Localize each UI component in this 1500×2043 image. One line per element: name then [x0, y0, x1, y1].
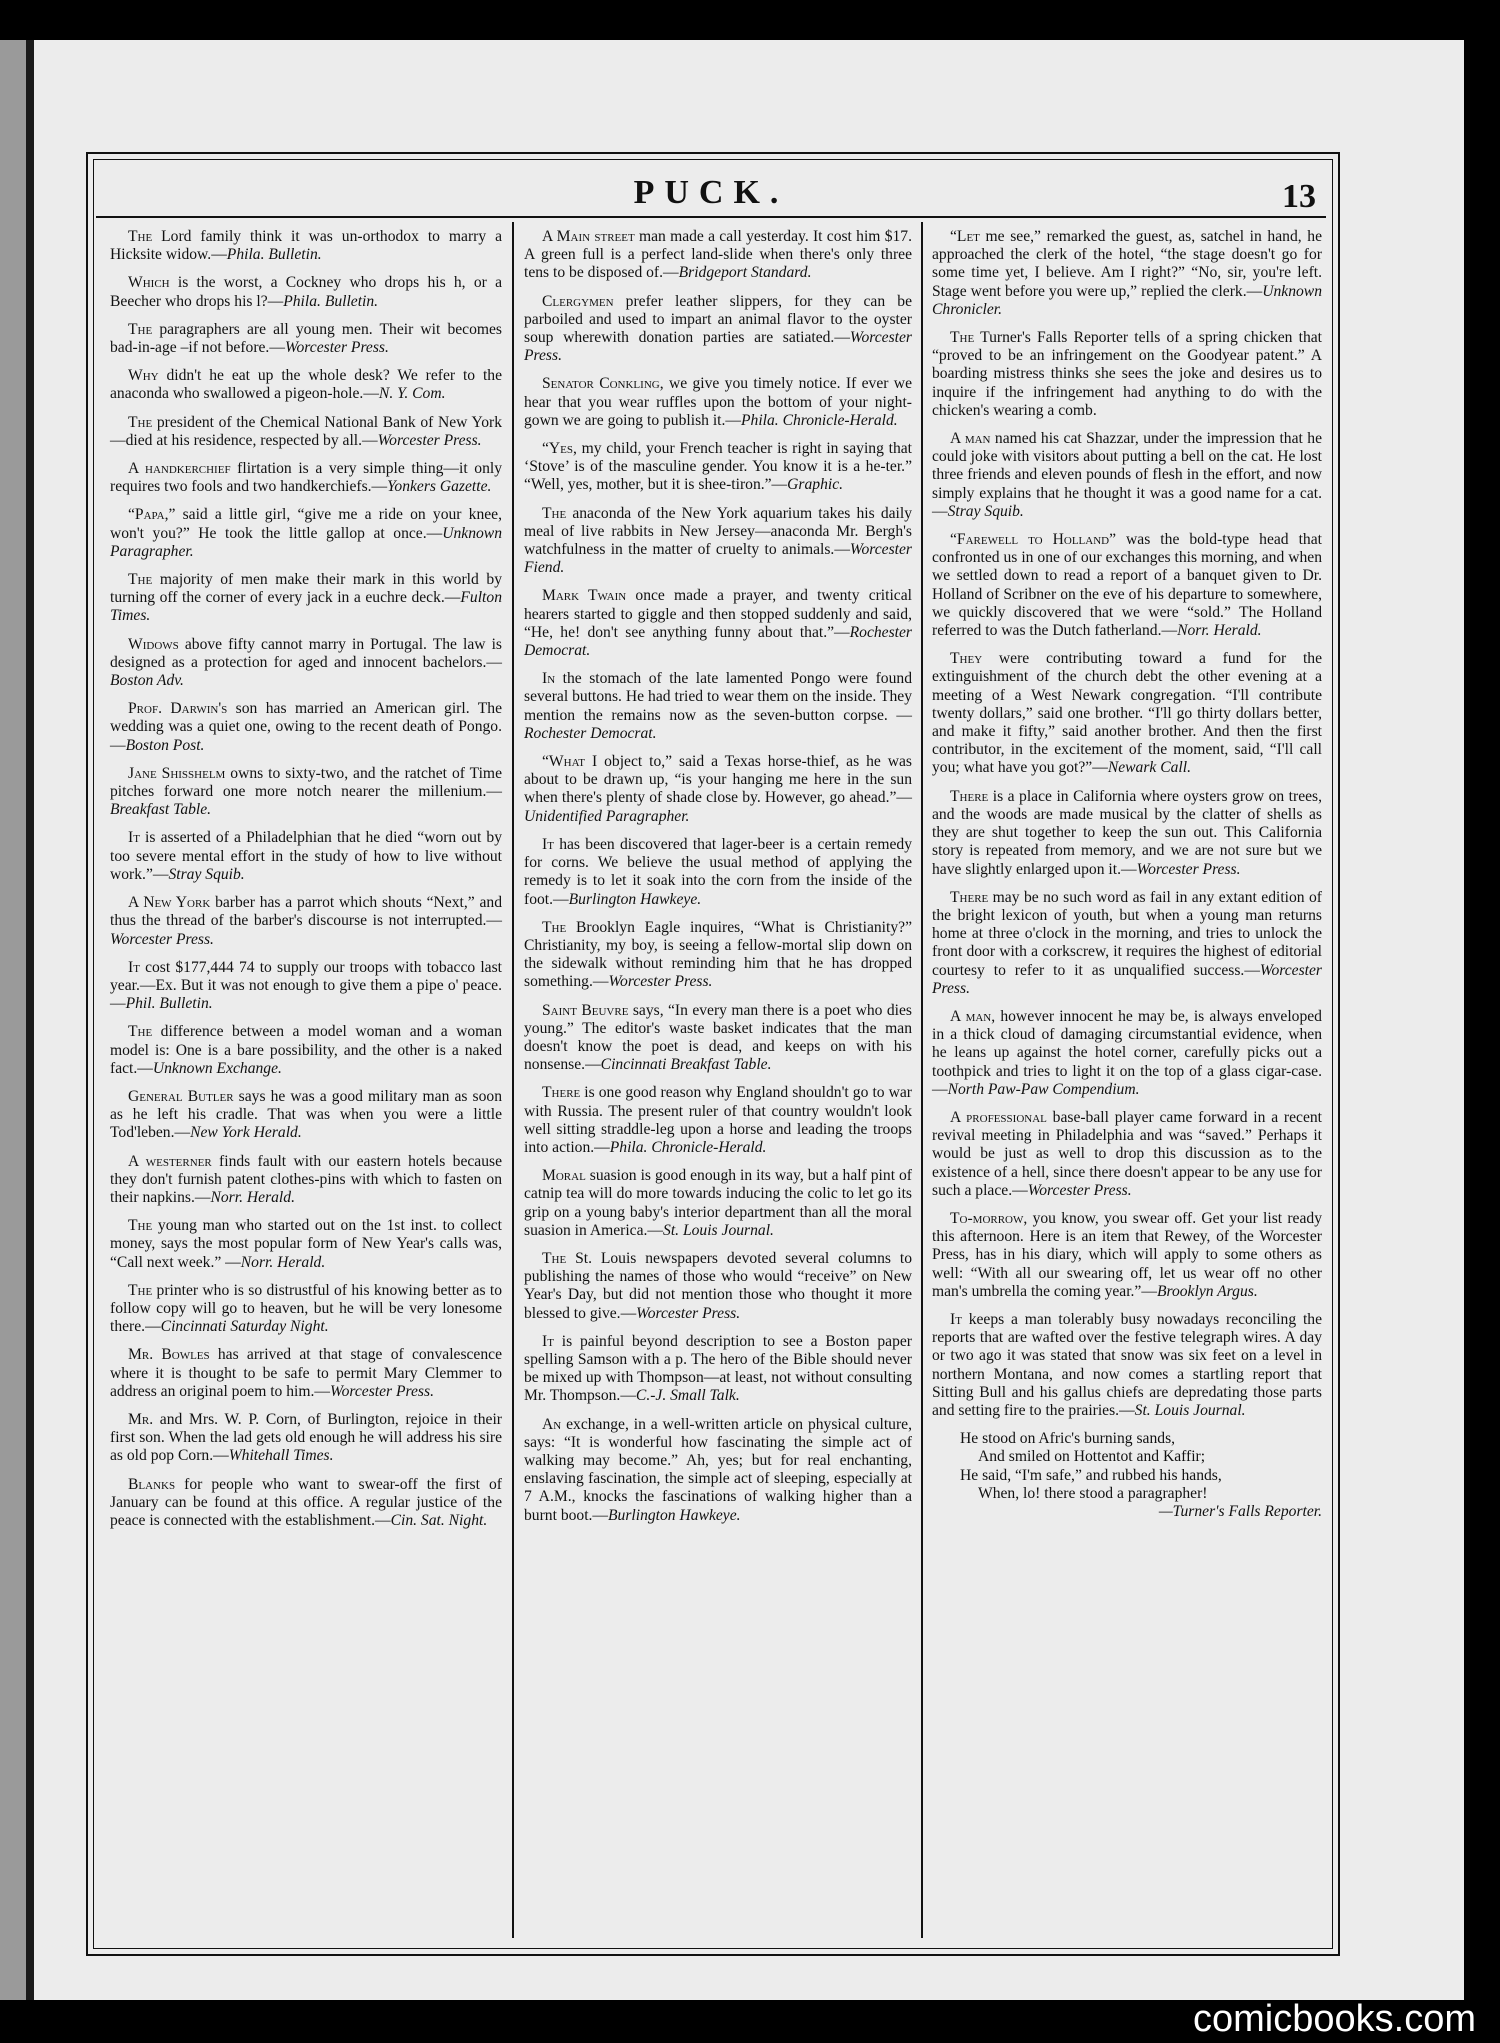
paragraph-lead: A handkerchief: [128, 460, 231, 478]
paragraph-source: Bridgeport Standard.: [678, 264, 812, 282]
column-1: [110, 228, 502, 1540]
page-number: 13: [1282, 178, 1316, 215]
paragraph-text: young man who started out on the 1st inst. to collect money, says the most popular form of New Year's calls was, “Call next week.” —: [110, 1217, 502, 1271]
paragraph-item: [524, 1167, 912, 1240]
paragraph-lead: It: [542, 835, 554, 853]
paragraph-text: me see,” remarked the guest, as, satchel in hand, he approached the clerk of the hotel, “the stage doesn't go for some time yet, I believe. Am I right?” “No, sir, you're left. Stage went before you were up,” replied the clerk.—: [932, 228, 1322, 300]
paragraph-text: says he was a good military man as soon as he left his cradle. That was when you were a little Tod'leben.—: [110, 1087, 502, 1142]
paragraph-text: named his cat Shazzar, under the impression that he could joke with visitors about putting a bell on the cat. He lost three friends and eleven pounds of flesh in the effort, and now simply explains that he thought it was a good name for a cat.—: [932, 430, 1322, 520]
paragraph-text: is asserted of a Philadelphian that he died “worn out by too severe mental effort in the study of how to live without work.”—: [110, 829, 502, 883]
paragraph-text: is one good reason why England shouldn't go to war with Russia. The present ruler of that country wouldn't look well sitting straddle-leg upon a horse and leading the troops into action.—: [524, 1084, 912, 1156]
paragraph-source: Newark Call.: [1107, 759, 1191, 777]
poem-line: He stood on Afric's burning sands,: [960, 1430, 1176, 1448]
paragraph-source: Stray Squib.: [947, 502, 1024, 520]
paragraph-item: [110, 1217, 502, 1272]
paragraph-source: St. Louis Journal.: [1134, 1401, 1246, 1419]
paragraph-item: [110, 765, 502, 820]
paragraph-item: [932, 1008, 1322, 1099]
paragraph-item: [524, 670, 912, 743]
paragraph-text: paragraphers are all young men. Their wit becomes bad-in-age –if not before.—: [110, 320, 502, 357]
paragraph-lead: The: [128, 320, 153, 338]
paragraph-lead: Mr. Bowles: [128, 1346, 210, 1364]
poem-line: He said, “I'm safe,” and rubbed his hands,: [960, 1466, 1222, 1484]
paragraph-item: [932, 1109, 1322, 1200]
paragraph-source: North Paw-Paw Compendium.: [947, 1080, 1140, 1098]
poem-source: —Turner's Falls Reporter.: [1158, 1503, 1322, 1520]
paragraph-text: flirtation is a very simple thing—it only requires two fools and two handkerchiefs.—: [110, 460, 502, 496]
paragraph-text: says, “In every man there is a poet who dies young.” The editor's waste basket indicates that the man doesn't know the poet is dead, and keeps on with his nonsense.—: [524, 1001, 912, 1074]
paragraph-item: [524, 1084, 912, 1157]
paragraph-source: Worcester Press.: [524, 329, 912, 365]
paragraph-text: printer who is so distrustful of his knowing better as to follow copy will go to heaven, but he will be very lonesome there.—: [110, 1281, 502, 1336]
paragraph-text: Brooklyn Eagle inquires, “What is Christianity?” Christianity, my boy, is seeing a fellow-mortal slip down on the sidewalk without reminding him that he has dropped something.—: [524, 918, 912, 991]
paragraph-source: C.-J. Small Talk.: [635, 1387, 740, 1405]
paragraph-text: suasion is good enough in its way, but a half pint of catnip tea will do more towards inducing the colic to let go its grip on a young baby's interior department than all the moral suasion in America.—: [524, 1167, 912, 1239]
paragraph-item: [110, 1282, 502, 1337]
paragraph-text: we give you timely notice. If ever we hear that you wear ruffles upon the bottom of your night-gown we are going to publish it.—: [524, 375, 912, 429]
paragraph-item: [110, 636, 502, 691]
paragraph-text: prefer leather slippers, for they can be parboiled and used to impart an animal flavor to the oyster soup wherewith donation parties are satiated.—: [524, 292, 912, 347]
paragraph-lead: “What: [542, 753, 586, 771]
paragraph-source: N. Y. Com.: [378, 385, 446, 403]
paragraph-lead: Prof. Darwin's: [128, 700, 228, 718]
poem-line: And smiled on Hottentot and Kaffir;: [978, 1448, 1206, 1466]
paragraph-text: and Mrs. W. P. Corn, of Burlington, rejoice in their first son. When the lad gets old enough he will address his sire as old pop Corn.—: [110, 1410, 502, 1465]
paragraph-source: Unknown Paragrapher.: [110, 524, 502, 560]
poem-line: When, lo! there stood a paragrapher!: [978, 1484, 1208, 1502]
paragraph-lead: It: [128, 829, 140, 847]
paragraph-lead: There: [950, 888, 989, 906]
paragraph-source: Worcester Press.: [1136, 860, 1241, 878]
paragraph-item: [932, 650, 1322, 777]
paragraph-lead: Which: [128, 274, 170, 292]
paragraph-item: [524, 753, 912, 826]
paragraph-item: [110, 321, 502, 357]
paragraph-item: [110, 1346, 502, 1401]
facing-page-edge: [0, 40, 26, 2000]
paragraph-lead: Saint Beuvre: [542, 1001, 629, 1019]
paragraph-lead: It: [128, 958, 140, 976]
paragraph-text: was the bold-type head that confronted us in one of our exchanges this morning, and when we settled down to read a report of a banquet given to Dr. Holland of Scribner on the eve of his departure to somewhere, we quickly discovered that we were “sold.” The Holland referred to was the Dutch fatherland.—: [932, 531, 1322, 640]
paragraph-text: has arrived at that stage of convalescence where it is thought to be safe to permit Mary Clemmer to address an original poem to him.—: [110, 1346, 502, 1400]
paragraph-text: anaconda of the New York aquarium takes his daily meal of live rabbits in New Jersey—anaconda Mr. Bergh's watchfulness in the matter of cruelty to animals.—: [524, 504, 912, 559]
paragraph-source: Yonkers Gazette.: [387, 478, 492, 496]
paragraph-source: Worcester Press.: [330, 1382, 434, 1400]
paragraph-item: [524, 375, 912, 430]
paragraph-item: [110, 700, 502, 755]
paragraph-lead: The: [542, 504, 567, 522]
masthead-rule: [96, 216, 1326, 218]
paragraph-lead: Widows: [128, 635, 179, 653]
paragraph-item: [110, 1411, 502, 1466]
paragraph-item: [110, 959, 502, 1014]
paragraph-item: [524, 919, 912, 992]
paragraph-lead: In: [542, 670, 556, 688]
paragraph-source: Norr. Herald.: [240, 1253, 326, 1271]
paragraph-source: Burlington Hawkeye.: [608, 1506, 741, 1524]
paragraph-text: I object to,” said a Texas horse-thief, as he was about to be drawn up, “is your hanging me here in the sun when there's plenty of shade close by. However, go ahead.”—: [524, 753, 912, 807]
paragraph-text: majority of men make their mark in this world by turning off the corner of every jack in a euchre deck.—: [110, 571, 502, 607]
paragraph-source: Fulton Times.: [110, 589, 502, 625]
paragraph-item: [110, 460, 502, 496]
paragraph-text: may be no such word as fail in any extant edition of the bright lexicon of youth, but when a young man returns home at three o'clock in the morning, and tries to unlock the front door with a corkscrew, it requires the highest of editorial courtesy to refer to it as unqualified success.—: [932, 888, 1322, 979]
paragraph-source: Norr. Herald.: [1177, 622, 1262, 640]
paragraph-lead: “Yes,: [542, 440, 577, 458]
gutter-shadow: [26, 40, 34, 2000]
paragraph-lead: “Let: [950, 228, 980, 245]
paragraph-source: Phila. Chronicle-Herald.: [609, 1138, 767, 1156]
paragraph-text: St. Louis newspapers devoted several columns to publishing the names of those who would “receive” on New Year's Day, but did not mention those who thought it more blessed to give.—: [524, 1249, 912, 1322]
paragraph-item: [524, 1416, 912, 1525]
paragraph-source: New York Herald.: [190, 1124, 302, 1142]
paragraph-lead: They: [950, 650, 983, 668]
paragraph-source: Whitehall Times.: [228, 1447, 334, 1465]
paragraph-text: exchange, in a well-written article on physical culture, says: “It is wonderful how fascinating the simple act of walking may become.” Ah, yes; but for real enchanting, enslaving fascination, the simple act of sleeping, especially at 7 A.M., knocks the fascinations of walking higher than a burnt boot.—: [524, 1415, 912, 1524]
paragraph-text: you know, you swear off. Get your list ready this afternoon. Here is an item that Rewey, of the Worcester Press, has in his diary, which will apply to some others as well: “With all our swearing off, let us wear off no other man's umbrella the coming year.”—: [932, 1209, 1322, 1300]
paragraph-text: Turner's Falls Reporter tells of a spring chicken that “proved to be an infringement on the Goodyear patent.” A boarding mistress thinks she sees the joke and desires us to inquire if the infringement had anything to do with the chicken's wearing a comb.: [932, 329, 1322, 419]
paragraph-lead: The: [128, 413, 153, 431]
column-2: [524, 228, 912, 1535]
paragraph-source: Cin. Sat. Night.: [390, 1511, 488, 1529]
paragraph-text: man made a call yesterday. It cost him $17. A green full is a perfect land-slide when there's only three tens to be disposed of.—: [524, 228, 912, 282]
masthead: [96, 172, 1326, 220]
paragraph-source: Phila. Bulletin.: [283, 292, 379, 310]
paragraph-item: [110, 1153, 502, 1208]
paragraph-text: is the worst, a Cockney who drops his h, or a Beecher who drops his l?—: [110, 274, 502, 310]
paragraph-lead: The: [128, 571, 153, 589]
paragraph-source: Worcester Fiend.: [524, 541, 912, 577]
paragraph-source: Rochester Democrat.: [524, 724, 657, 742]
paragraph-item: [110, 1088, 502, 1143]
paragraph-source: Worcester Press.: [110, 930, 214, 948]
paragraph-text: however innocent he may be, is always enveloped in a thick cloud of damaging circumstantial evidence, when he leans up against the hotel corner, carefully picks out a toothpick and tries to light it on the top of a glass cigar-case.—: [932, 1007, 1322, 1098]
paragraph-item: [110, 274, 502, 310]
paragraph-lead: Why: [128, 367, 159, 385]
paragraph-lead: It: [950, 1310, 962, 1328]
paragraph-lead: An: [542, 1415, 562, 1433]
paragraph-lead: The: [128, 228, 153, 245]
paragraph-text: son has married an American girl. The wedding was a quiet one, owing to the recent death of Pongo.—: [110, 700, 502, 754]
paragraph-text: base-ball player came forward in a recent revival meeting in Philadelphia and was “saved.” Perhaps it would be just as well to drop this discussion as to the existence of a hell, since there doesn't appear to be any use for such a place.—: [932, 1108, 1323, 1199]
paragraph-item: [110, 1476, 502, 1531]
paragraph-item: [110, 571, 502, 626]
paragraph-item: [110, 1023, 502, 1078]
paragraph-source: Stray Squib.: [168, 865, 245, 883]
paragraph-text: cost $177,444 74 to supply our troops with tobacco last year.—Ex. But it was not enough to give them a pipe o' peace.—: [110, 958, 502, 1013]
paragraph-item: [524, 440, 912, 495]
paragraph-source: Norr. Herald.: [210, 1188, 295, 1206]
paragraph-lead: Jane Shisshelm: [128, 764, 226, 782]
paragraph-source: Worcester Press.: [932, 961, 1322, 997]
paragraph-item: [110, 228, 502, 264]
paragraph-item: [524, 1333, 912, 1406]
watermark: comicbooks.com: [1193, 1998, 1476, 2040]
paragraph-text: were contributing toward a fund for the extinguishment of the church debt the other evening at a meeting of a West Newark congregation. “I'll contribute twenty dollars,” said one brother. “I'll go thirty dollars better, and make it fifty,” said another brother. And then the first contributor, in the excitement of the moment, said, “I'll call you; what have you got?”—: [932, 650, 1322, 777]
paragraph-lead: A New York: [128, 894, 211, 912]
masthead-title: PUCK.: [633, 174, 789, 211]
paragraph-source: Burlington Hawkeye.: [568, 890, 702, 908]
paragraph-source: Boston Post.: [125, 736, 205, 754]
paragraph-lead: The: [128, 1281, 153, 1299]
paragraph-item: [932, 228, 1322, 319]
paragraph-text: didn't he eat up the whole desk? We refer to the anaconda who swallowed a pigeon-hole.—: [110, 367, 502, 403]
paragraph-item: [110, 506, 502, 561]
paragraph-item: [932, 788, 1322, 879]
paragraph-item: [524, 1002, 912, 1075]
paragraph-lead: The: [950, 329, 975, 347]
paragraph-lead: There: [542, 1084, 581, 1102]
paragraph-item: [524, 1250, 912, 1323]
paragraph-lead: Mark Twain: [542, 587, 627, 605]
paragraph-source: Unknown Exchange.: [152, 1059, 282, 1077]
paragraph-text: is a place in California where oysters grow on trees, and the woods are made musical by the clatter of shells as they are shut together to keep the sun out. This California story is repeated from memory, and we are not sure but we have slightly enlarged upon it.—: [932, 787, 1322, 878]
paragraph-source: Unknown Chronicler.: [932, 282, 1322, 318]
column-3: [932, 228, 1322, 1521]
paragraph-source: Cincinnati Saturday Night.: [160, 1318, 329, 1336]
paragraph-lead: General Butler: [128, 1087, 234, 1105]
paragraph-source: St. Louis Journal.: [663, 1221, 774, 1239]
paragraph-text: barber has a parrot which shouts “Next,” and thus the thread of the barber's discourse is not interrupted.—: [110, 894, 502, 930]
paragraph-text: the stomach of the late lamented Pongo were found several buttons. He had tried to wear them on the inside. They mention the remains now as the seven-button corpse. —: [524, 670, 912, 724]
paragraph-text: above fifty cannot marry in Portugal. The law is designed as a protection for aged and innocent bachelors.—: [110, 635, 502, 671]
paragraph-lead: The: [542, 1249, 567, 1267]
paragraph-source: Rochester Democrat.: [524, 623, 912, 660]
paragraph-item: [524, 587, 912, 660]
paragraph-item: [524, 505, 912, 578]
paragraph-text: finds fault with our eastern hotels because they don't furnish patent clothes-pins with which to fasten on their napkins.—: [110, 1152, 502, 1206]
paragraph-text: president of the Chemical National Bank of New York—died at his residence, respected by all.—: [110, 413, 502, 449]
paragraph-lead: Senator Conkling,: [542, 375, 664, 393]
paragraph-item: [110, 367, 502, 403]
paragraph-lead: Mr.: [128, 1410, 154, 1428]
paragraph-lead: Moral: [542, 1167, 586, 1185]
paragraph-source: Worcester Press.: [284, 339, 389, 357]
paragraph-text: my child, your French teacher is right in saying that ‘Stove’ is of the masculine gender. You know it is a he-ter.” “Well, yes, mother, but it is shee-tiron.”—: [524, 440, 912, 494]
paragraph-item: [110, 414, 502, 450]
paragraph-item: [932, 329, 1322, 420]
paragraph-text: keeps a man tolerably busy nowadays reconciling the reports that are wafted over the festive telegraph wires. A day or two ago it was stated that snow was six feet on a level in northern Montana, and now comes a startling report that Sitting Bull and his gallus chiefs are depredating those parts and setting fire to the prairies.—: [932, 1310, 1322, 1419]
paragraph-lead: The: [128, 1023, 153, 1041]
paragraph-source: Phila. Chronicle-Herald.: [741, 411, 898, 429]
paragraph-item: [524, 293, 912, 366]
paragraph-text: said a little girl, “give me a ride on your knee, won't you?” He took the little gallop at once.—: [110, 506, 502, 542]
paragraph-lead: A Main street: [542, 228, 635, 245]
paragraph-text: has been discovered that lager-beer is a certain remedy for corns. We believe the usual method of applying the remedy is to let it soak into the corn from the inside of the foot.—: [524, 835, 912, 908]
paragraph-text: for people who want to swear-off the first of January can be found at this office. A regular justice of the peace is connected with the establishment.—: [110, 1475, 502, 1529]
paragraph-text: owns to sixty-two, and the ratchet of Time pitches forward one more notch nearer the millenium.—: [110, 764, 502, 801]
paragraph-source: Breakfast Table.: [110, 801, 212, 819]
paragraph-source: Worcester Press.: [608, 973, 713, 991]
paragraph-item: [932, 531, 1322, 640]
paragraph-lead: To-morrow,: [950, 1209, 1028, 1227]
paragraph-lead: Clergymen: [542, 292, 614, 310]
column-rule-2: [921, 222, 923, 1938]
paragraph-item: [110, 894, 502, 949]
paragraph-lead: A professional: [950, 1108, 1047, 1126]
paragraph-source: Worcester Press.: [377, 431, 482, 449]
paragraph-lead: The: [542, 918, 567, 936]
paragraph-lead: A man: [950, 430, 991, 448]
paragraph-lead: A man,: [950, 1007, 996, 1025]
paragraph-source: Brooklyn Argus.: [1156, 1282, 1258, 1300]
paragraph-source: Phil. Bulletin.: [125, 995, 213, 1013]
paragraph-item: [932, 889, 1322, 998]
paragraph-lead: “Farewell to Holland”: [950, 531, 1117, 549]
paragraph-item: [932, 430, 1322, 521]
paragraph-item: [524, 836, 912, 909]
paragraph-text: difference between a model woman and a woman model is: One is a bare possibility, and the other is a naked fact.—: [110, 1023, 502, 1077]
paragraph-lead: The: [128, 1217, 153, 1235]
paragraph-source: Cincinnati Breakfast Table.: [600, 1056, 772, 1074]
column-rule-1: [512, 222, 514, 1938]
paragraph-source: Unidentified Paragrapher.: [524, 807, 690, 825]
paragraph-source: Graphic.: [787, 476, 844, 494]
paragraph-source: Boston Adv.: [110, 672, 184, 690]
paragraph-lead: “Papa,”: [128, 506, 176, 524]
paragraph-lead: It: [542, 1332, 554, 1350]
paragraph-item: [524, 228, 912, 283]
paragraph-text: Lord family think it was un-orthodox to marry a Hicksite widow.—: [110, 228, 502, 264]
paragraph-source: Worcester Press.: [636, 1304, 741, 1322]
paragraph-lead: A westerner: [128, 1152, 212, 1170]
paragraph-source: Worcester Press.: [1027, 1181, 1132, 1199]
paragraph-source: Phila. Bulletin.: [226, 246, 322, 264]
poem: [932, 1430, 1322, 1521]
paragraph-item: [932, 1210, 1322, 1301]
paragraph-lead: Blanks: [128, 1475, 176, 1493]
paragraph-item: [110, 829, 502, 884]
paragraph-lead: There: [950, 787, 989, 805]
paragraph-item: [932, 1311, 1322, 1420]
paragraph-text: once made a prayer, and twenty critical hearers started to giggle and then stopped suddenly and said, “He, he! don't see anything funny about that.”—: [524, 587, 912, 641]
paragraph-text: is painful beyond description to see a Boston paper spelling Samson with a p. The hero of the Bible should never be mixed up with Thompson—at least, not without consulting Mr. Thompson.—: [524, 1332, 912, 1405]
